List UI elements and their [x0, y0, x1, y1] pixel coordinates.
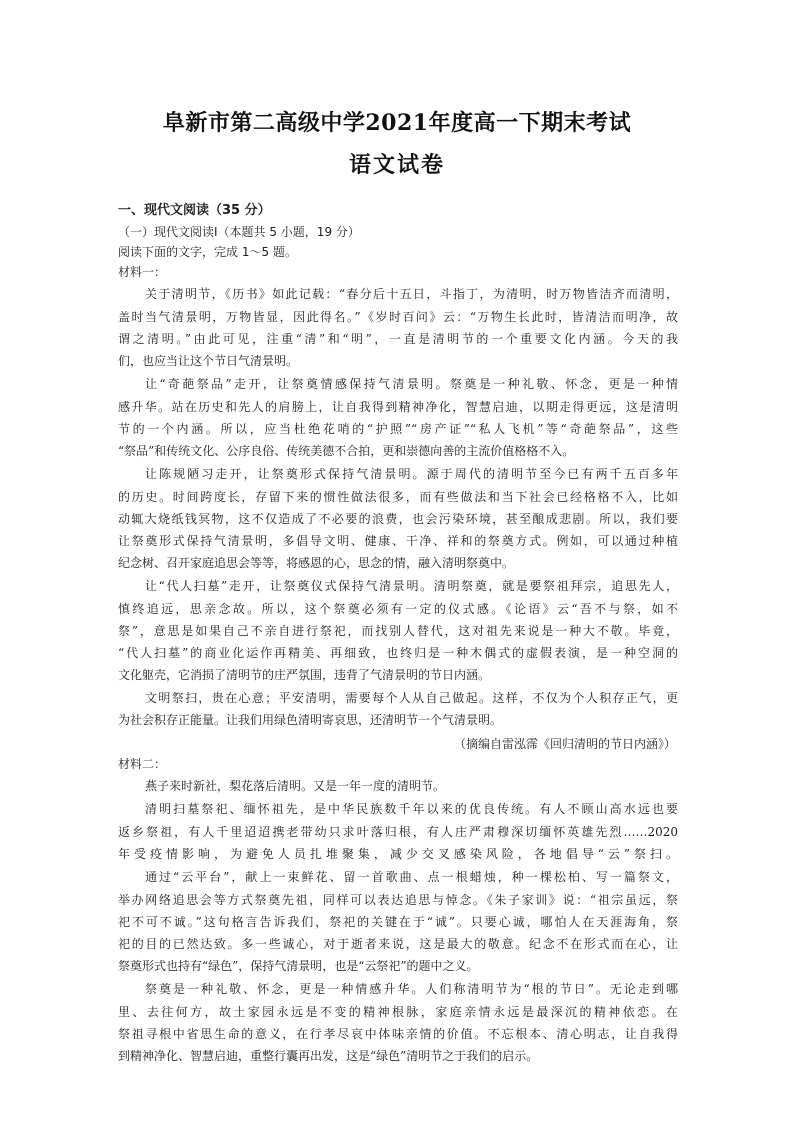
m2-line: 清明扫墓祭祀、缅怀祖先，是中华民族数千年以来的优良传统。有人不顾山高水远也要	[145, 802, 678, 816]
m1-line: 祭”，意思是如果自己不亲自进行祭祀，而找别人替代，这对祖先来说是一种大不敬。毕竟，	[118, 624, 678, 638]
m1-line: 让祭奠形式保持气清景明，多倡导文明、健康、干净、祥和的祭奠方式。例如，可以通过种植	[118, 534, 678, 548]
m2-line: 举办网络追思会等方式祭奠先祖，同样可以表达追思与悼念。《朱子家训》说：“祖宗虽远，祭	[118, 893, 678, 907]
m1-line: 关于清明节，《历书》如此记载：“春分后十五日，斗指丁，为清明，时万物皆洁齐而清明，	[145, 287, 678, 301]
m1-line: 让“奇葩祭品”走开，让祭奠情感保持气清景明。祭奠是一种礼敬、怀念，更是一种情	[145, 377, 678, 391]
subsection-heading: （一）现代文阅读Ⅰ（本题共 5 小题，19 分）	[118, 225, 360, 239]
m2-line: 返乡祭祖，有人千里迢迢携老带幼只求叶落归根，有人庄严肃穆深切缅怀英雄先烈……2020	[118, 825, 678, 839]
m1-line: 谓之清明。”由此可见，注重“清”和“明”，一直是清明节的一个重要文化内涵。今天的我	[118, 332, 678, 346]
m1-line: 纪念树、召开家庭追思会等等，将感恩的心，思念的情，融入清明祭奠中。	[118, 556, 515, 570]
m1-line: 让陈规陋习走开，让祭奠形式保持气清景明。源于周代的清明节至今已有两千五百多年	[145, 467, 678, 481]
m1-line: 感升华。站在历史和先人的肩膀上，让自我得到精神净化，智慧启迪，以期走得更远，这是清明	[118, 400, 678, 414]
m1-line: 文化躯壳，它消损了清明节的庄严氛围，违背了气清景明的节日内涵。	[118, 668, 491, 682]
m1-line: “代人扫墓”的商业化运作再精美、再细致，也终归是一种木偶式的虚假表演，是一种空洞的	[118, 646, 678, 660]
section-heading: 一、现代文阅读（35 分）	[118, 203, 271, 218]
m1-line: 文明祭扫，贵在心意；平安清明，需要每个人从自己做起。这样，不仅为个人积存正气，更	[145, 691, 678, 705]
m1-line: 为社会积存正能量。让我们用绿色清明寄哀思，还清明节一个气清景明。	[118, 713, 503, 727]
material-two-label: 材料二：	[118, 757, 167, 771]
material-one-source: （摘编自雷泓霈《回归清明的节日内涵》）	[453, 737, 676, 751]
material-one-label: 材料一：	[118, 265, 167, 279]
m2-line: 祀不可不诚。”这句格言告诉我们，祭祀的关键在于“诚”。只要心诚，哪怕人在天涯海角，祭	[118, 915, 678, 929]
m1-line: 动辄大烧纸钱冥物，这不仅造成了不必要的浪费，也会污染环境，甚至酿成悲剧。所以，我们要	[118, 512, 678, 526]
instruction-text: 阅读下面的文字，完成 1～5 题。	[118, 245, 297, 259]
exam-title: 阜新市第二高级中学2021年度高一下期末考试	[162, 110, 632, 136]
m2-line: 年受疫情影响，为避免人员扎堆聚集，减少交叉感染风险，各地倡导“云”祭扫。	[118, 847, 678, 861]
m2-line: 到精神净化、智慧启迪，重整行囊再出发，这是“绿色”清明节之于我们的启示。	[118, 1049, 539, 1063]
m1-line: 们，也应当让这个节日气清景明。	[118, 354, 299, 368]
m2-line: 祭奠是一种礼敬、怀念，更是一种情感升华。人们称清明节为“根的节日”。无论走到哪	[145, 982, 678, 996]
m2-line: 燕子来时新社，梨花落后清明。又是一年一度的清明节。	[145, 779, 446, 793]
m2-line: 祭祖寻根中省思生命的意义，在行孝尽哀中体味亲情的价值。不忘根本、清心明志，让自我得	[118, 1027, 678, 1041]
m1-line: 的历史。时间跨度长，存留下来的惯性做法很多，而有些做法和当下社会已经格格不入，比如	[118, 490, 678, 504]
m2-line: 通过“云平台”，献上一束鲜花、留一首歌曲、点一根蜡烛，种一棵松柏、写一篇祭文，	[145, 870, 678, 884]
exam-subtitle: 语文试卷	[348, 152, 445, 178]
m1-line: 让“代人扫墓”走开，让祭奠仪式保持气清景明。清明祭奠，就是要祭祖拜宗，追思先人，	[145, 579, 678, 593]
m1-line: 节的一个内涵。所以，应当杜绝花哨的“护照”“房产证”“私人飞机”等“奇葩祭品”，这些	[118, 422, 678, 436]
m2-line: 祭奠形式也持有“绿色”，保持气清景明，也是“云祭祀”的题中之义。	[118, 959, 479, 973]
m2-line: 祀的目的已然达致。多一些诚心，对于逝者来说，这是最大的敬意。纪念不在形式而在心，让	[118, 937, 678, 951]
m2-line: 里、去往何方，故土家园永远是不变的精神根脉，家庭亲情永远是最深沉的精神依恋。在	[118, 1005, 678, 1019]
m1-line: “祭品”和传统文化、公序良俗、传统美德不合拍，更和崇德向善的主流价值格格不入。	[118, 444, 575, 458]
m1-line: 盖时当气清景明，万物皆显，因此得名。”《岁时百问》云：“万物生长此时，皆清洁而明净，故	[118, 310, 678, 324]
m1-line: 慎终追远，思亲念故。所以，这个祭奠必须有一定的仪式感。《论语》云“吾不与祭，如不	[118, 602, 678, 616]
